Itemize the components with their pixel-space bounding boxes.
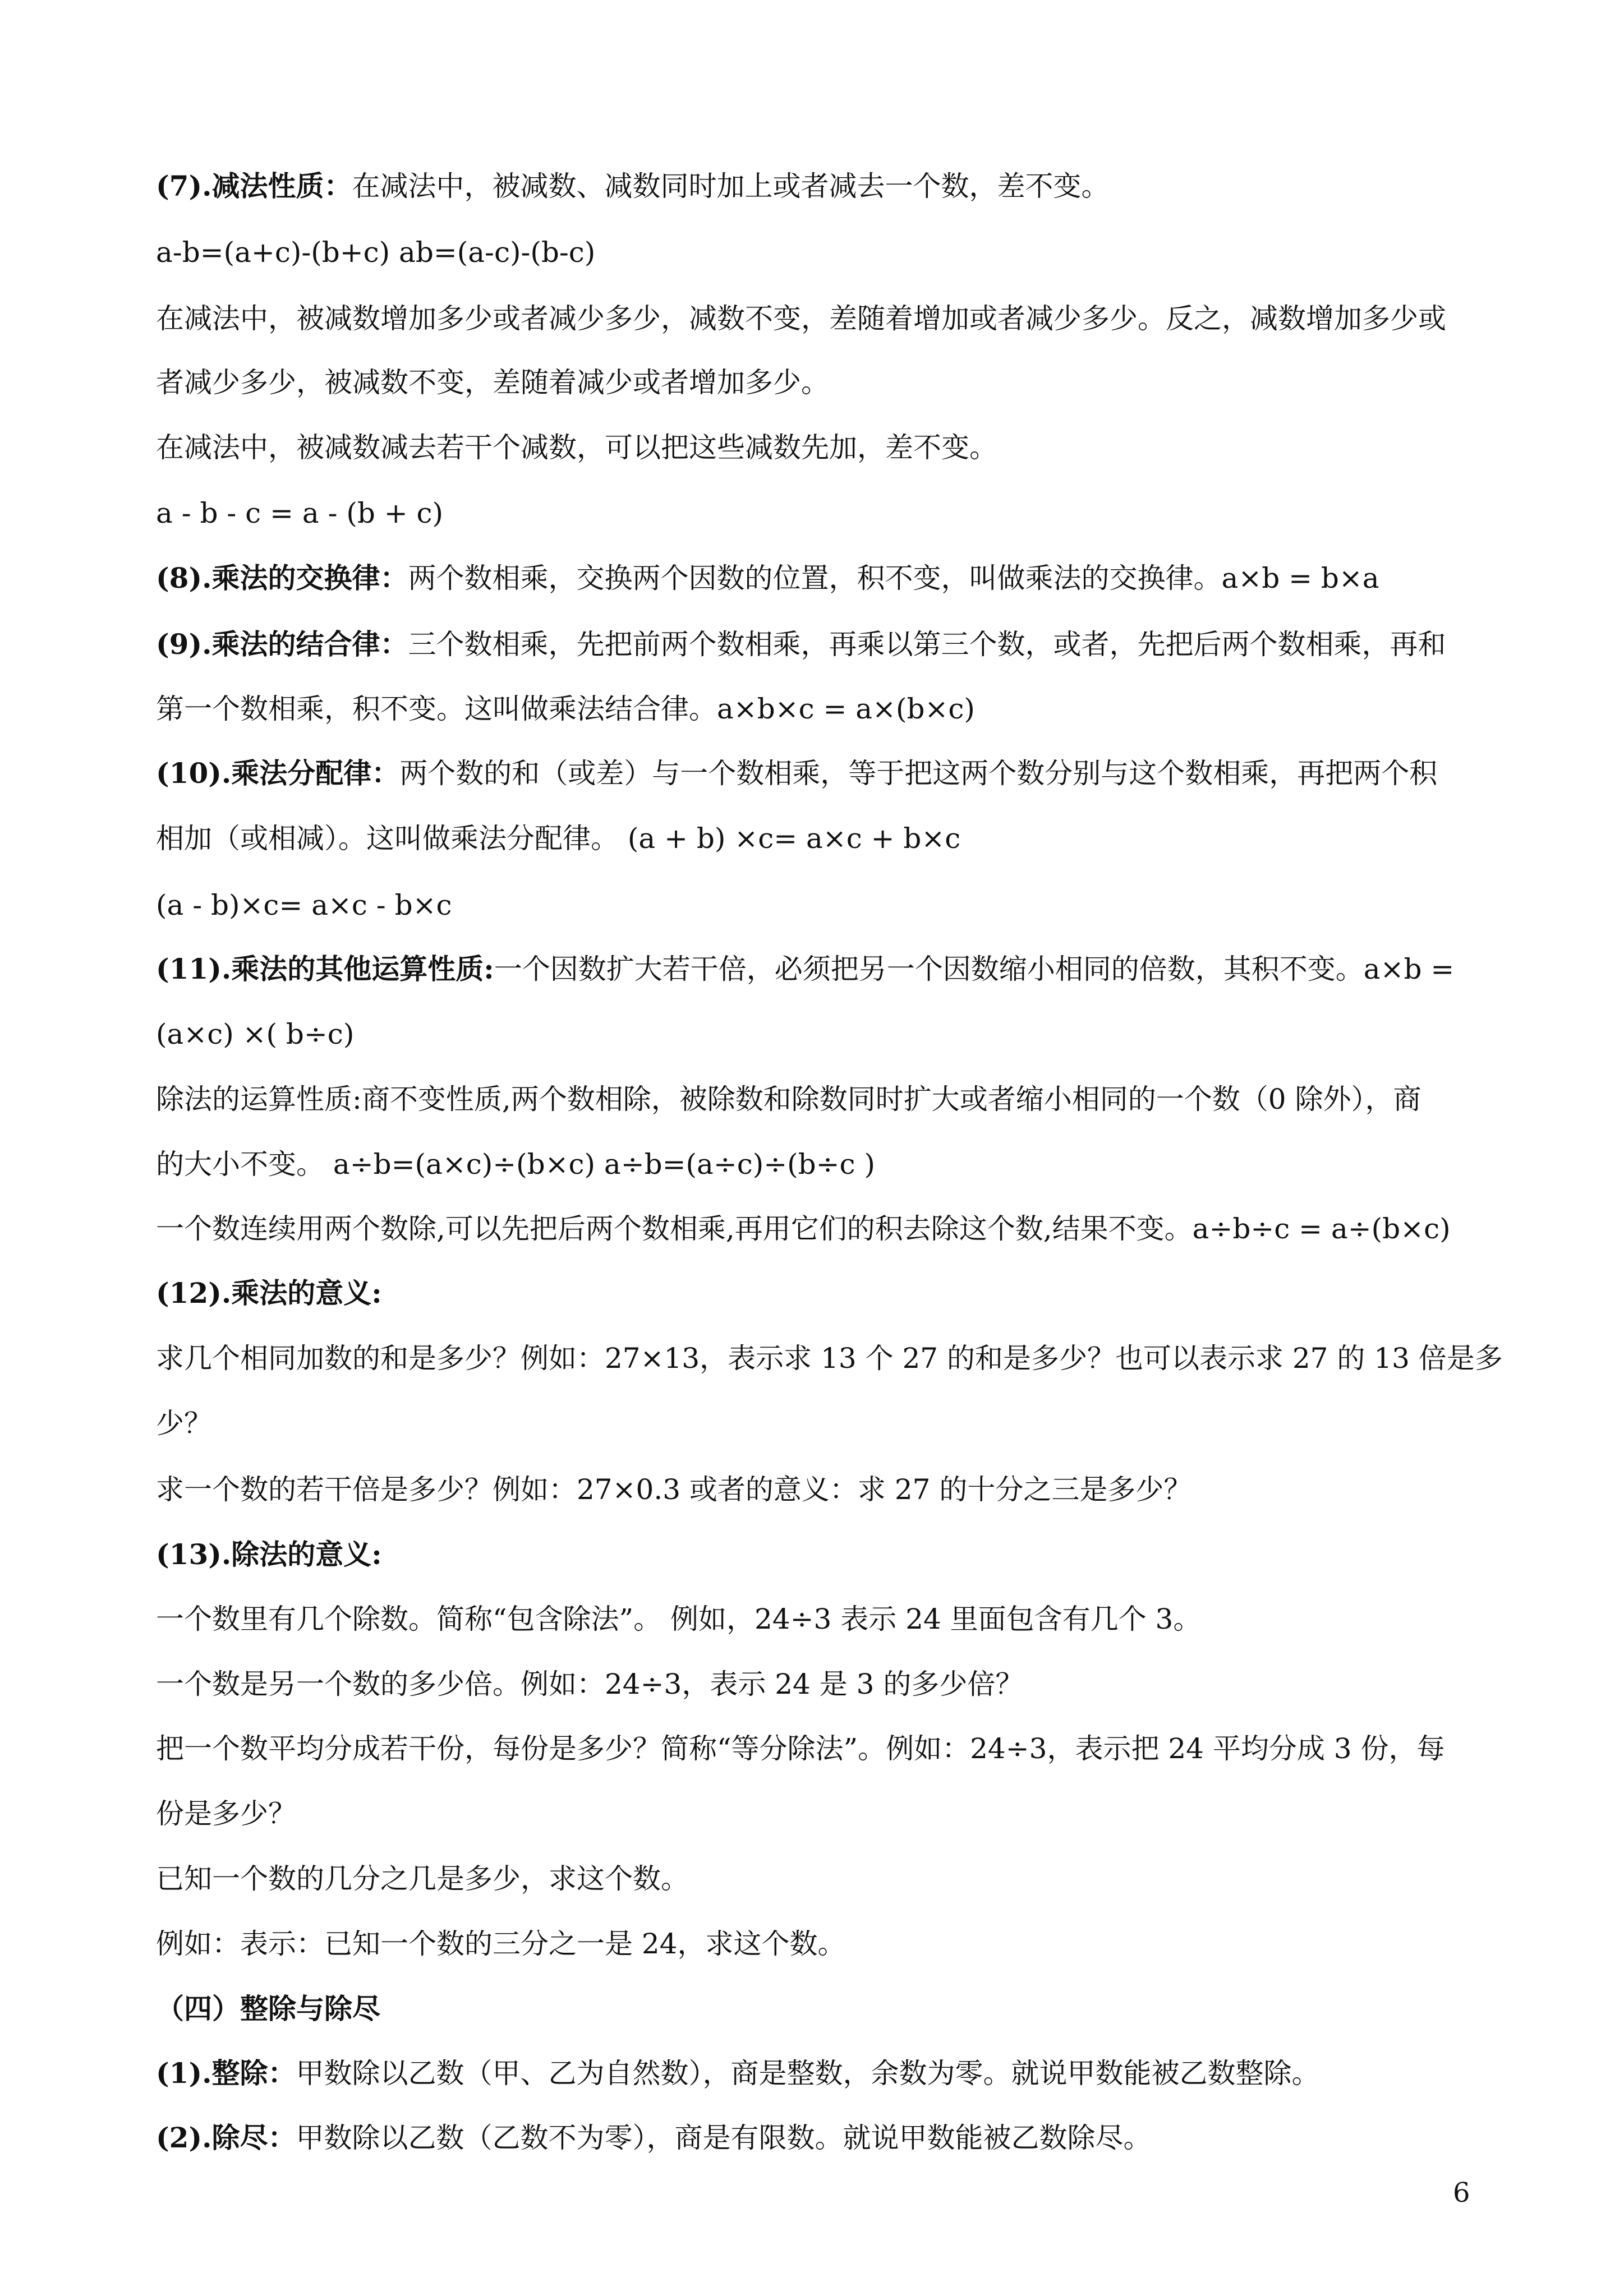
line-26: 份是多少？: [156, 1797, 296, 1830]
heading-12: (12).乘法的意义:: [156, 1276, 382, 1310]
heading-11: (11).乘法的其他运算性质:: [156, 952, 494, 985]
line-14: [156, 1016, 354, 1052]
line-6: [156, 495, 443, 531]
line-5: 在减法中，被减数减去若干个减数，可以把这些减数先加，差不变。: [156, 431, 997, 464]
line-23: 一个数里有几个除数。简称“包含除法”。 例如，24÷3 表示 24 里面包含有几个 3。: [156, 1603, 1202, 1635]
line-9: 第一个数相乘，积不变。这叫做乘法结合律。a×b×c = a×(b×c): [156, 693, 975, 725]
page-number: 6: [1453, 2177, 1470, 2209]
formula: a - b - c = a - (b + c): [156, 497, 444, 529]
line-22: [156, 1537, 382, 1573]
section-heading: （四）整除与除尽: [156, 1992, 380, 2025]
line-19: 求几个相同加数的和是多少？例如：27×13，表示求 13 个 27 的和是多少？也可以表示求 27 的 13 倍是多: [156, 1342, 1503, 1375]
formula: (a×c) ×( b÷c): [156, 1018, 355, 1050]
line-18: [156, 1275, 382, 1311]
formula: a-b=(a+c)-(b+c) ab=(a-c)-(b-c): [156, 236, 596, 269]
line-24: 一个数是另一个数的多少倍。例如：24÷3，表示 24 是 3 的多少倍？: [156, 1668, 1024, 1700]
line-27: 已知一个数的几分之几是多少，求这个数。: [156, 1862, 689, 1895]
line-20: 少？: [156, 1407, 212, 1440]
line-3: 在减法中，被减数增加多少或者减少多少，减数不变，差随着增加或者减少多少。反之，减数增加多少或: [156, 302, 1446, 335]
line-21: 求一个数的若干倍是多少？例如：27×0.3 或者的意义：求 27 的十分之三是多少？: [156, 1473, 1192, 1506]
line-11: 相加（或相减）。这叫做乘法分配律。 (a + b) ×c= a×c + b×c: [156, 822, 961, 855]
line-12: [156, 887, 452, 923]
line-7: (8).乘法的交换律：两个数相乘，交换两个因数的位置，积不变，叫做乘法的交换律。a×b = b×a: [156, 561, 1379, 594]
formula: (a - b)×c= a×c - b×c: [156, 889, 452, 921]
line-10: (10).乘法分配律：两个数的和（或差）与一个数相乘，等于把这两个数分别与这个数相乘，再把两个积: [156, 757, 1438, 790]
line-15: 除法的运算性质:商不变性质,两个数相除，被除数和除数同时扩大或者缩小相同的一个数（0 除外），商: [156, 1083, 1421, 1115]
line-28: 例如：表示：已知一个数的三分之一是 24，求这个数。: [156, 1928, 846, 1960]
line-29: [156, 1991, 380, 2027]
heading-13: (13).除法的意义:: [156, 1538, 382, 1571]
line-13: (11).乘法的其他运算性质:一个因数扩大若干倍，必须把另一个因数缩小相同的倍数，其积不变。a×b =: [156, 952, 1455, 985]
line-8: (9).乘法的结合律：三个数相乘，先把前两个数相乘，再乘以第三个数，或者，先把后两个数相乘，再和: [156, 628, 1446, 661]
line-text: 在减法中，被减数、减数同时加上或者减去一个数，差不变。: [352, 170, 1110, 202]
line-17: 一个数连续用两个数除,可以先把后两个数相乘,再用它们的积去除这个数,结果不变。a÷b÷c = a÷(b×c): [156, 1212, 1451, 1245]
heading-10: (10).乘法分配律：: [156, 757, 400, 790]
heading-7: (7).减法性质：: [156, 169, 352, 202]
line-30: (1).整除：甲数除以乙数（甲、乙为自然数），商是整数，余数为零。就说甲数能被乙数整除。: [156, 2057, 1320, 2090]
heading-2: (2).除尽：: [156, 2121, 296, 2154]
line-31: (2).除尽：甲数除以乙数（乙数不为零），商是有限数。就说甲数能被乙数除尽。: [156, 2121, 1152, 2154]
heading-9: (9).乘法的结合律：: [156, 628, 408, 661]
line-4: 者减少多少，被减数不变，差随着减少或者增加多少。: [156, 366, 829, 399]
line-16: 的大小不变。 a÷b=(a×c)÷(b×c) a÷b=(a÷c)÷(b÷c ): [156, 1148, 875, 1181]
heading-8: (8).乘法的交换律：: [156, 561, 408, 594]
line-25: 把一个数平均分成若干份，每份是多少？简称“等分除法”。例如：24÷3，表示把 24 平均分成 3 份，每: [156, 1732, 1445, 1765]
line-1: [156, 168, 1110, 204]
heading-1: (1).整除：: [156, 2057, 296, 2090]
line-2: [156, 234, 595, 270]
